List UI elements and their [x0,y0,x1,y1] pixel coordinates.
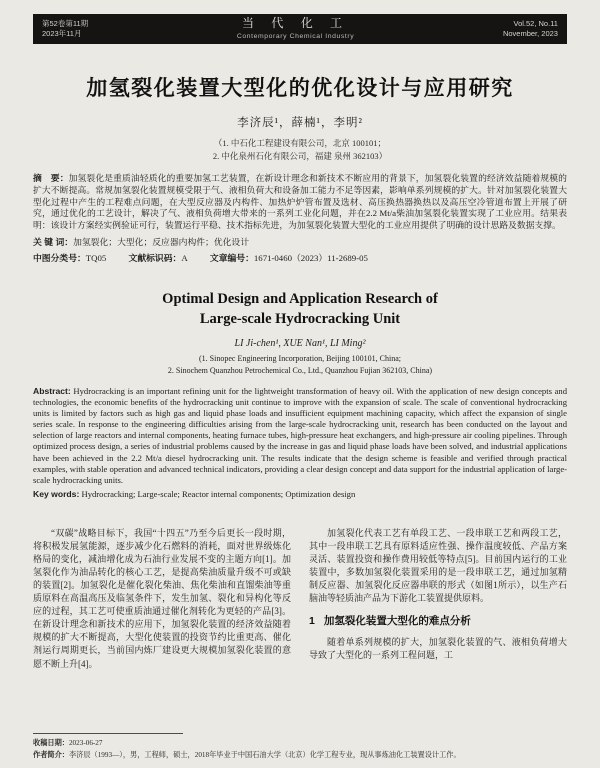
author-bio-line [33,749,567,761]
volume-number: Vol.52, No.11 [513,18,558,28]
section-1-title: 加氢裂化装置大型化的难点分析 [323,615,471,628]
abstract-cn-text: 加氢裂化是重质油轻质化的重要加氢工艺装置，在新设计理念和新技术不断应用的背景下，加氢裂化装置的经济效益随着规模的扩大不断提高。常规加氢裂化装置规模受限于气、液相负荷大和设备加工能力不足等因素，影响单系列规模的扩大。针对加氢裂化装置大型化过程中产生的工程难点问题，在大型反应器及内构件、加热炉炉管布置及选材、高压换热器换热以及高压空冷管道布置上开展了研究，通过优化的工艺设计，解决了气、液相负荷增大带来的一系列工业化问题，并在2.2 Mt/a柴油加氢裂化装置实现了工业应用。结果表明：该设计方案经实例验证可行，装置运行平稳、技术指标先进，为加氢裂化装置大型化的工业应用提供了明确的设计思路及数据支撑。 [33,173,567,230]
issue-info [42,19,88,39]
keywords-en-label: Key words: [33,489,80,500]
journal-name-cn: 当 代 化 工 [242,16,350,31]
keywords-en-text: Hydrocracking; Large-scale; Reactor internal components; Optimization design [81,489,356,500]
article-title-en [33,290,567,329]
doc-code-value: A [181,253,188,264]
affiliation-en-line1: (1. Sinopec Engineering Incorporation, Beijing 100101, China; [199,353,401,363]
footnote-area [33,733,567,761]
keywords-cn-line [33,235,567,248]
clc-pair [33,253,106,263]
body-column-left [33,527,291,671]
issue-date-en: November, 2023 [502,29,558,38]
body-paragraph-process: 加氢裂化代表工艺有单段工艺、一段串联工艺和两段工艺，其中一段串联工艺具有原料适应性强、操作温度较低、产品方案灵活、装置投资和操作费用较低等特点[5]。目前国内运行的工业装置中，多数加氢裂化装置采用的是一段串联工艺，通过加氢精制反应器、加氢裂化反应器串联的形式（如图1所示），以生产石脑油等轻质油产品为下游化工装置提供原料。 [309,528,567,604]
footnote-divider [33,733,183,734]
clc-value: TQ05 [85,253,107,264]
doc-code-pair [129,253,188,263]
keywords-cn-label: 关 键 词： [33,237,74,248]
keywords-en-line [33,489,567,499]
body-column-right [309,527,567,671]
article-id-value: 1671-0460（2023）11-2689-05 [253,253,368,264]
received-date-value: 2023-06-27 [68,738,103,747]
article-title-en-line1: Optimal Design and Application Research of [162,291,438,308]
section-1-heading [309,614,567,629]
abstract-en [33,386,567,487]
affiliation-cn-line1: （1. 中石化工程建设有限公司，北京 100101； [213,138,387,148]
section-1-number: 1 [309,615,315,628]
journal-name-block [237,17,354,40]
section-1-paragraph: 随着单系列规模的扩大，加氢裂化装置的气、液相负荷增大导致了大型化的一系列工程问题，工 [309,636,567,660]
article-title-cn: 加氢裂化装置大型化的优化设计与应用研究 [86,77,514,100]
abstract-en-label: Abstract: [33,385,71,396]
keywords-cn-text: 加氢裂化；大型化；反应器内构件；优化设计 [73,237,250,248]
body-paragraph-intro: “双碳”战略目标下，我国“十四五”乃至今后更长一段时期，将积极发展氢能源，逐步减少化石燃料的消耗，面对世界级炼化格局的变化，减油增化成为石油行业发展不变的主题方向[1]。加氢裂化作为油品转化的核心工艺，是提高柴油质量升级不可或缺的装置[2]。加氢裂化是催化裂化柴油、焦化柴油和直馏柴油等重质原料在高温高压及临氢条件下，发生加氢、裂化和异构化等反应的过程，其工艺可使重质油通过催化剂转化为更轻的产品[3]。在新设计理念和新技术的应用下，加氢裂化装置的经济效益随着规模的扩大不断提高，大型化使装置的投资节约比重更高、催化剂运行周期更长，当前国内炼厂建设更大规模加氢裂化装置的意愿不断上升[4]。 [33,528,291,669]
abstract-en-text: Hydrocracking is an important refining unit for the lightweight transformation of heavy oil. With the application of new design concepts and technologies, the economic benefits of the hydrocracking unit continue to improve with the expansion of scale. The scale of conventional hydrocracking units is limited by factors such as high gas and liquid phase loads and insufficient equipment machining capacity, which affect the expansion of single series scale. In response to the engineering difficulties arising from the large-scale hydrocracking unit, research has been conducted on the layout and selection of large reactors and internal components, heating furnace tubes, high-pressure heat exchangers, and high-pressure air cooling pipelines. Through optimized process design, a series of industrial problems caused by the increase in gas and liquid phase loads have been solved, and industrial applications have been achieved in the 2.2 Mt/a diesel hydrocracking unit. The results indicate that the design scheme is feasible and verified through practical examples, with stable operation and advanced technical indicators, providing a clear design concept and data support for the industrial application of large-scale hydrocracking units. [33,385,567,485]
article-id-pair [210,253,368,263]
issue-date-cn: 2023年11月 [42,29,82,38]
author-bio-label: 作者简介： [33,749,69,759]
authors-en: LI Ji-chen¹, XUE Nan¹, LI Ming² [234,337,366,349]
issue-number: 第52卷第11期 [42,18,89,28]
clc-label: 中图分类号： [33,253,86,264]
volume-info [503,19,558,39]
received-date-line [33,737,567,749]
abstract-cn [33,173,567,231]
author-bio-text: 李济辰（1993—），男，工程师，硕士，2018年毕业于中国石油大学（北京）化学工程专业，现从事炼油化工装置设计工作。 [68,750,461,759]
abstract-cn-label: 摘 要： [33,173,69,184]
authors-cn: 李济辰¹，薛楠¹，李明² [237,117,363,129]
article-body [33,527,567,671]
doc-code-label: 文献标识码： [128,253,182,264]
affiliation-en-line2: 2. Sinochem Quanzhou Petrochemical Co., Ltd., Quanzhou Fujian 362103, China) [167,365,433,375]
journal-header-bar [33,14,567,44]
received-date-label: 收稿日期： [33,737,69,747]
classification-line [33,251,567,264]
affiliation-cn-line2: 2. 中化泉州石化有限公司，福建 泉州 362103） [212,151,388,162]
journal-name-en: Contemporary Chemical Industry [236,32,355,40]
article-title-en-line2: Large-scale Hydrocracking Unit [199,310,401,327]
article-id-label: 文章编号： [209,253,254,264]
